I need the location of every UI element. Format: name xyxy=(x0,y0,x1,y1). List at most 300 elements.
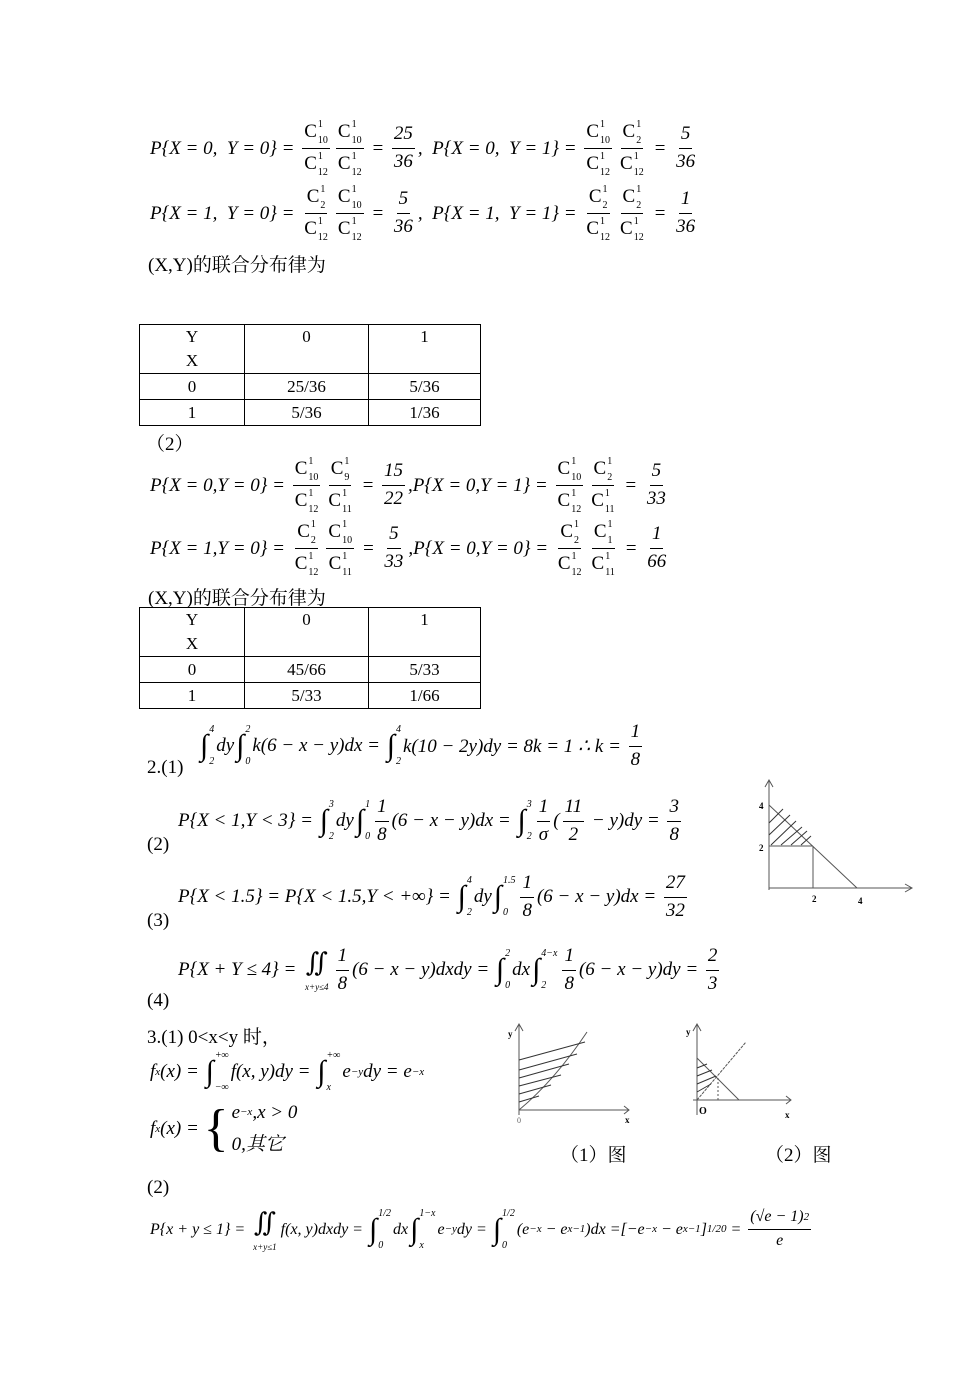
combination-symbol: C xyxy=(586,121,600,143)
fraction xyxy=(336,183,364,244)
fraction xyxy=(293,455,321,516)
combination-symbol: C xyxy=(593,521,607,543)
corner-cell xyxy=(140,608,245,657)
y-axis-label: y xyxy=(508,1029,513,1039)
subscript: 12 xyxy=(308,567,319,578)
integral-sign-icon: ∫ xyxy=(386,729,395,763)
x-label: X xyxy=(185,634,199,653)
numerator xyxy=(556,455,584,486)
combination-symbol: C xyxy=(560,521,574,543)
fraction xyxy=(748,1207,811,1252)
superscript: 1 xyxy=(342,519,348,530)
lower-limit: 2 xyxy=(541,980,547,992)
table-cell: 45/66 xyxy=(245,657,369,683)
math-text: = xyxy=(726,1220,746,1238)
formula-part2-row2 xyxy=(150,518,671,579)
fraction xyxy=(520,871,534,923)
fraction xyxy=(537,795,551,847)
subscript: 12 xyxy=(308,504,319,515)
superscript: 1 xyxy=(605,551,611,562)
joint-distribution-table-2 xyxy=(139,607,481,709)
math-text: − e xyxy=(656,1220,683,1238)
table-cell: 5/33 xyxy=(369,657,481,683)
integral xyxy=(369,1208,391,1252)
math-text: 25 xyxy=(393,123,413,145)
math-text: 33 xyxy=(646,488,666,509)
superscript: 1 xyxy=(604,488,610,499)
math-text: = xyxy=(366,137,389,159)
combination-indices xyxy=(636,118,641,147)
fraction xyxy=(382,522,405,574)
combination-symbol: C xyxy=(328,521,342,543)
q2-2-label: (2) xyxy=(147,834,170,855)
superscript: −x xyxy=(411,1065,425,1078)
subscript: 9 xyxy=(344,472,350,483)
integral-limits xyxy=(502,1208,515,1252)
combination-indices xyxy=(352,183,362,212)
integral-limits xyxy=(326,1050,340,1094)
denominator xyxy=(382,486,405,512)
upper-limit: 4 xyxy=(395,724,401,736)
fraction xyxy=(629,720,643,772)
subscript: 10 xyxy=(571,472,582,483)
math-text: 5 xyxy=(398,188,409,210)
math-text: (e xyxy=(516,1220,530,1238)
subscript: 2 xyxy=(636,135,642,146)
math-text: − y)dy = xyxy=(587,810,665,832)
upper-limit: 4 xyxy=(209,724,215,736)
double-integral-sign-icon: ∬ xyxy=(305,948,328,978)
denominator xyxy=(590,549,617,579)
numerator xyxy=(621,118,644,149)
math-text: 1 xyxy=(680,188,691,210)
combination-symbol: C xyxy=(593,458,607,480)
integral-limits xyxy=(527,799,532,843)
denominator xyxy=(584,214,612,244)
integral-limits xyxy=(419,1208,435,1252)
math-text: f xyxy=(150,1061,156,1082)
table-row xyxy=(140,657,481,683)
fraction xyxy=(336,944,350,996)
combination xyxy=(295,455,319,484)
superscript: 1 xyxy=(636,119,642,130)
math-text: 8 xyxy=(377,823,387,845)
superscript: 1 xyxy=(351,216,357,227)
combination-indices xyxy=(608,518,613,547)
combination xyxy=(295,487,319,516)
math-expression xyxy=(150,518,671,579)
integral-limits xyxy=(215,1050,229,1094)
x-label: X xyxy=(185,351,199,370)
combination-symbol: C xyxy=(297,521,310,543)
combination xyxy=(558,455,582,484)
numerator xyxy=(562,944,576,971)
math-text: 36 xyxy=(393,216,413,237)
superscript: 1 xyxy=(636,184,642,195)
column-header: 0 xyxy=(245,608,369,657)
lower-limit: 0 xyxy=(245,756,251,768)
column-header: 1 xyxy=(369,325,481,374)
math-text: dy xyxy=(216,735,235,757)
fraction xyxy=(667,795,681,847)
tick-y-4: 4 xyxy=(759,801,764,811)
integral-limits xyxy=(378,1208,391,1252)
piecewise xyxy=(204,1098,298,1160)
math-text: ,P{X = 0,Y = 0} = xyxy=(408,537,553,559)
superscript: −y xyxy=(350,1065,364,1078)
combination-indices xyxy=(571,487,581,516)
combination xyxy=(331,455,350,484)
denominator xyxy=(520,898,534,924)
combination xyxy=(623,183,642,212)
math-text: 1 xyxy=(522,872,532,893)
math-text: 15 xyxy=(384,460,404,482)
superscript: 1 xyxy=(344,456,350,467)
denominator xyxy=(562,971,576,997)
subscript: 12 xyxy=(351,232,362,243)
numerator xyxy=(520,871,534,898)
combination-symbol: C xyxy=(586,218,600,240)
combination xyxy=(304,118,328,147)
combination-symbol: C xyxy=(591,553,605,575)
math-text: 22 xyxy=(384,488,404,509)
denominator xyxy=(674,149,697,175)
denominator xyxy=(392,214,415,240)
superscript: 1 xyxy=(310,519,316,530)
math-expression xyxy=(150,1206,814,1253)
math-text: 8 xyxy=(522,899,532,921)
math-text: (6 − x − y)dxdy = xyxy=(352,959,494,981)
combination-indices xyxy=(603,183,608,212)
numerator xyxy=(592,518,615,549)
math-text: = xyxy=(648,137,672,159)
q3-2-label: (2) xyxy=(147,1177,170,1198)
x-axis-label: x xyxy=(785,1110,790,1120)
subscript: 11 xyxy=(605,567,615,578)
lower-limit: 0 xyxy=(502,907,508,919)
math-text: 1 xyxy=(630,721,641,742)
upper-limit: 1/2 xyxy=(502,1207,515,1219)
denominator xyxy=(392,149,415,175)
denominator xyxy=(293,486,321,516)
piecewise-case xyxy=(232,1133,298,1158)
superscript: 1 xyxy=(600,119,606,130)
numerator xyxy=(336,118,364,149)
math-expression xyxy=(178,795,684,847)
figure-2 xyxy=(683,1020,798,1125)
upper-limit: 3 xyxy=(328,799,334,811)
combination-symbol: C xyxy=(304,153,317,175)
superscript: 1 xyxy=(320,184,326,195)
superscript: 1 xyxy=(351,119,357,130)
fraction xyxy=(645,459,668,511)
numerator xyxy=(621,183,644,214)
subscript: 12 xyxy=(600,167,611,178)
tick-y-2: 2 xyxy=(759,843,764,853)
numerator xyxy=(563,795,585,822)
combination-symbol: C xyxy=(330,458,344,480)
integral xyxy=(496,948,510,992)
math-expression xyxy=(150,1050,424,1094)
math-text: 5 xyxy=(680,123,691,145)
subscript: 11 xyxy=(342,567,352,578)
integral-sign-icon: ∫ xyxy=(517,804,526,838)
math-text: k(6 − x − y)dx = xyxy=(252,735,385,757)
q2-4-label: (4) xyxy=(147,990,170,1011)
row-header: 1 xyxy=(140,683,245,709)
combination-indices xyxy=(605,487,615,516)
combination xyxy=(304,215,328,244)
math-text: )dx =[−e xyxy=(585,1220,645,1238)
combination xyxy=(586,118,610,147)
fraction xyxy=(556,455,584,516)
math-text: P{X = 1,Y = 0} = xyxy=(150,537,290,559)
math-text: P{X = 0,Y = 0} = xyxy=(150,474,290,496)
math-text: e xyxy=(437,1220,445,1238)
figure-1-caption: （1）图 xyxy=(560,1145,627,1166)
combination xyxy=(304,150,328,179)
fraction xyxy=(375,795,389,847)
part-2-label: （2） xyxy=(146,434,194,455)
superscript: 1 xyxy=(574,519,580,530)
fraction xyxy=(302,183,330,244)
denominator xyxy=(589,486,616,516)
formula-q2-1 xyxy=(198,720,645,772)
combination xyxy=(329,550,352,579)
integral xyxy=(493,1208,515,1252)
combination xyxy=(623,118,642,147)
math-text: 2 xyxy=(707,945,718,966)
numerator xyxy=(650,522,664,549)
lower-limit: 2 xyxy=(328,831,334,843)
math-text: = xyxy=(356,474,380,496)
integral xyxy=(458,875,472,919)
denominator xyxy=(302,149,330,179)
combination-symbol: C xyxy=(337,186,351,208)
table-header-row xyxy=(140,608,481,657)
upper-limit: +∞ xyxy=(326,1050,341,1061)
integral-limits xyxy=(467,875,472,919)
table-row xyxy=(140,683,481,709)
lower-limit: 0 xyxy=(505,980,511,992)
superscript: 1 xyxy=(317,151,323,162)
tick-x-4: 4 xyxy=(858,896,863,906)
joint-distribution-table-1 xyxy=(139,324,481,426)
subscript: 10 xyxy=(317,135,328,146)
numerator xyxy=(375,795,389,822)
integral-sign-icon: ∫ xyxy=(457,880,466,914)
math-text: P{X < 1,Y < 3} = xyxy=(178,810,318,832)
math-text: dy xyxy=(335,810,354,832)
math-text: P{X = 0, Y = 0} = xyxy=(150,137,300,159)
subscript: 2 xyxy=(320,200,326,211)
fraction xyxy=(563,795,585,847)
subscript: 2 xyxy=(636,200,642,211)
math-text: 33 xyxy=(384,551,404,572)
combination-symbol: C xyxy=(557,490,571,512)
lower-limit: 2 xyxy=(395,756,401,768)
math-text: ,P{X = 0,Y = 1} = xyxy=(408,474,553,496)
math-expression xyxy=(150,455,671,516)
table-cell: 5/33 xyxy=(245,683,369,709)
combination-indices xyxy=(342,550,352,579)
subscript: 10 xyxy=(600,135,611,146)
math-text: (6 − x − y)dx = xyxy=(536,886,661,908)
hatching xyxy=(769,809,811,845)
integral-limits xyxy=(503,875,516,919)
subscript: 2 xyxy=(602,200,608,211)
math-text: f xyxy=(150,1118,156,1140)
subscript: 12 xyxy=(633,232,644,243)
lower-limit: x xyxy=(326,1082,331,1093)
combination-symbol: C xyxy=(328,553,342,575)
combination xyxy=(594,455,613,484)
numerator xyxy=(293,455,321,486)
denominator xyxy=(336,971,350,997)
combination xyxy=(620,215,644,244)
table-cell: 25/36 xyxy=(245,374,369,400)
math-text: 1 xyxy=(538,796,549,817)
subscript: 11 xyxy=(342,504,352,515)
fraction xyxy=(562,944,576,996)
y-label: Y xyxy=(185,610,199,629)
combination-symbol: C xyxy=(328,490,342,512)
figure-1 xyxy=(505,1020,640,1125)
denominator xyxy=(537,822,550,848)
formula-q3-marginal xyxy=(150,1050,424,1094)
math-text: σ xyxy=(538,823,549,845)
combination-symbol: C xyxy=(306,186,320,208)
formula-p-x1-y0-and-x1-y1 xyxy=(150,183,700,244)
combination-indices xyxy=(352,150,362,179)
subscript: 10 xyxy=(351,135,362,146)
fraction xyxy=(326,455,353,516)
numerator xyxy=(679,122,693,149)
math-text: 5 xyxy=(651,460,662,482)
row-header: 0 xyxy=(140,374,245,400)
combination-indices xyxy=(634,150,644,179)
fraction xyxy=(645,522,668,574)
math-text: (6 − x − y)dx = xyxy=(391,810,516,832)
combination xyxy=(586,215,610,244)
formula-q3-piecewise xyxy=(150,1098,297,1160)
integral xyxy=(236,724,250,768)
subscript: 2 xyxy=(607,472,613,483)
combination-indices xyxy=(342,518,352,547)
math-text: = xyxy=(366,202,389,224)
combination-symbol: C xyxy=(337,153,351,175)
combination-indices xyxy=(352,118,362,147)
region-diagram xyxy=(750,775,920,910)
upper-limit: 1/2 xyxy=(378,1207,391,1219)
numerator xyxy=(706,944,720,971)
numerator xyxy=(558,518,581,549)
origin-label: 0 xyxy=(517,1116,521,1125)
fraction xyxy=(584,183,612,244)
math-text: 1 xyxy=(651,523,662,545)
fraction xyxy=(326,518,354,579)
math-text: 8 xyxy=(669,823,679,845)
left-brace-icon: { xyxy=(203,1100,229,1157)
integral-sign-icon: ∫ xyxy=(200,729,209,763)
combination-symbol: C xyxy=(620,153,633,175)
combination-indices xyxy=(574,518,579,547)
superscript: 1 xyxy=(308,456,314,467)
math-text: ( xyxy=(553,810,560,832)
subscript: 2 xyxy=(310,535,316,546)
subscript: 11 xyxy=(604,504,615,515)
combination xyxy=(586,150,610,179)
numerator xyxy=(305,183,328,214)
fraction xyxy=(618,183,646,244)
subscript: 0 xyxy=(720,1223,727,1236)
numerator xyxy=(326,518,354,549)
subscript: x xyxy=(155,1122,161,1135)
combination-symbol: C xyxy=(294,553,308,575)
subscript: 12 xyxy=(317,232,328,243)
lower-limit: 0 xyxy=(378,1239,384,1251)
math-text: P{x + y ≤ 1} = xyxy=(150,1220,250,1238)
integral xyxy=(317,1050,340,1094)
integral xyxy=(356,799,370,843)
denominator xyxy=(326,486,353,516)
math-text: 36 xyxy=(676,151,696,172)
superscript: x−1 xyxy=(682,1223,701,1236)
math-text: 32 xyxy=(665,899,685,921)
math-text: P{X = 1, Y = 0} = xyxy=(150,202,300,224)
numerator xyxy=(667,795,681,822)
math-text: (6 − x − y)dy = xyxy=(578,959,703,981)
combination-indices xyxy=(605,550,615,579)
math-expression xyxy=(198,720,645,772)
math-text: 5 xyxy=(389,523,399,545)
formula-p-x0-y0-and-x0-y1 xyxy=(150,118,700,179)
lower-limit: x xyxy=(419,1239,424,1251)
fraction xyxy=(382,459,405,511)
superscript: −y xyxy=(444,1223,457,1236)
combination-indices xyxy=(344,455,349,484)
numerator xyxy=(650,459,664,486)
subscript: 12 xyxy=(571,504,582,515)
math-text: k(10 − 2y)dy = 8k = 1 ∴ k = xyxy=(402,735,626,757)
superscript: 1 xyxy=(571,551,577,562)
integration-region: x+y≤4 xyxy=(305,982,329,993)
math-expression xyxy=(150,183,700,244)
fraction xyxy=(589,455,616,516)
combination-indices xyxy=(308,487,318,516)
superscript: 1/2 xyxy=(706,1223,721,1236)
fraction xyxy=(392,187,415,239)
fraction xyxy=(664,871,687,923)
integral-sign-icon: ∫ xyxy=(532,953,541,987)
denominator xyxy=(664,898,687,924)
subscript: 12 xyxy=(317,167,328,178)
fraction xyxy=(674,187,697,239)
math-text: 3 xyxy=(669,796,679,817)
integral-sign-icon: ∫ xyxy=(355,804,365,838)
math-text: 1 xyxy=(564,945,574,966)
combination-symbol: C xyxy=(304,218,317,240)
upper-limit: 1.5 xyxy=(502,875,516,887)
q2-3-label: (3) xyxy=(147,910,170,931)
math-text: 0,其它 xyxy=(231,1134,284,1156)
combination xyxy=(295,550,319,579)
y-axis-label: y xyxy=(686,1027,691,1037)
fraction xyxy=(392,122,415,174)
superscript: 1 xyxy=(633,216,639,227)
fraction xyxy=(590,518,617,579)
math-text: 8 xyxy=(337,972,348,994)
